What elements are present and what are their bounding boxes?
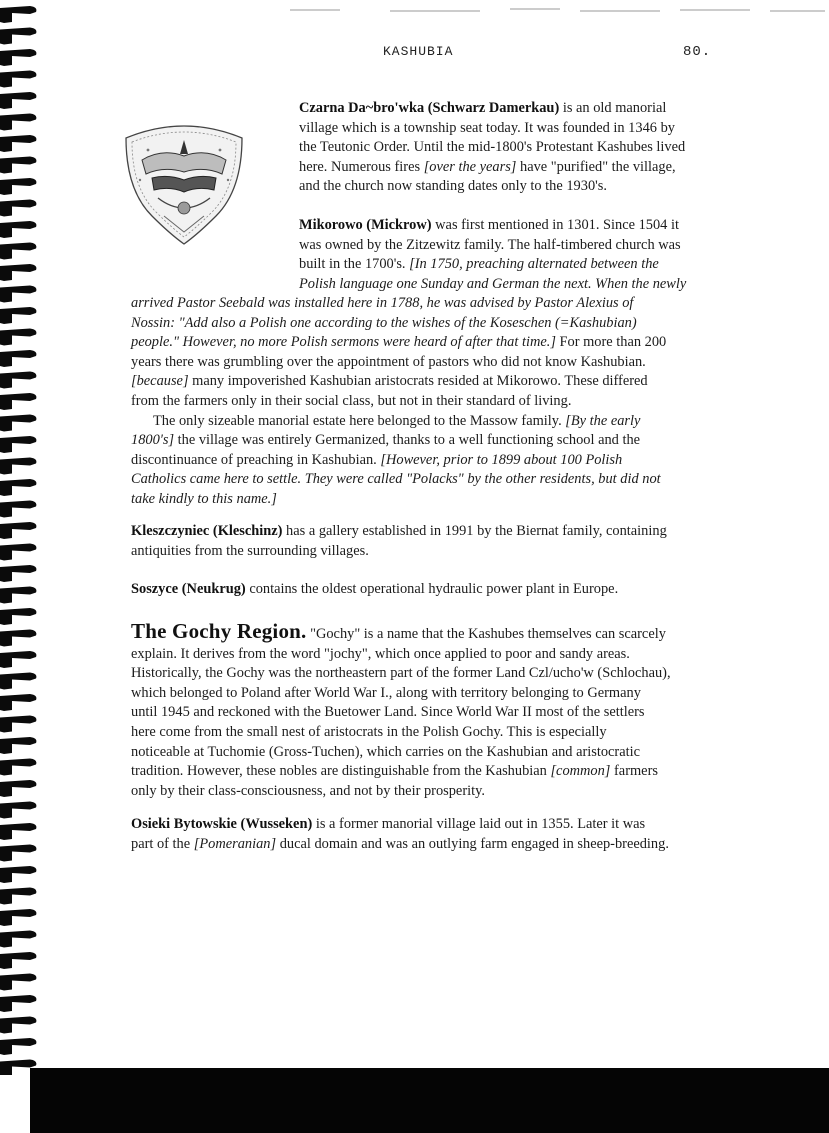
binding-coil [0,716,36,733]
binding-coil [0,28,36,45]
place-name-czarna: Czarna Da~bro'wka (Schwarz Damerkau) [299,100,560,116]
binding-coil [0,565,36,582]
place-name-mikorowo: Mikorowo (Mickrow) [299,217,432,233]
binding-coil [0,436,36,453]
binding-coil [0,1017,36,1034]
binding-coil [0,350,36,367]
binding-coil [0,372,36,389]
paragraph-soszyce: Soszyce (Neukrug) contains the oldest operational hydraulic power plant in Europe. [131,581,619,597]
scan-noise [280,6,825,14]
binding-coil [0,737,36,754]
binding-coil [0,178,36,195]
binding-coil [0,458,36,475]
binding-coil [0,200,36,217]
binding-coil [0,329,36,346]
binding-coil [0,995,36,1012]
binding-coil [0,952,36,969]
binding-coil [0,888,36,905]
binding-coil [0,931,36,948]
binding-coil [0,264,36,281]
binding-coil [0,243,36,260]
binding-coil [0,307,36,324]
binding-coil [0,802,36,819]
spiral-binding [0,0,44,1075]
heraldic-shield-crest-icon [118,120,250,246]
paragraph-mikorowo-continued: arrived Pastor Seebald was installed here in 1788, he was advised by Pastor Alexius of Nossin: "Add also a Polish one according to the wishes of the Koseschen (=Kashubian) people." However, no more Polish sermons were heard of after that time.] For more than 200 years there was grumbling over the appointment of pastors who did not know Kashubian. [because] many impoverished Kashubian aristocrats resided at Mikorowo. These differed from the farmers only in their social class, but not in their standard of living. The only sizeable manorial estate here belonged to the Massow family. [By the early 1800's] the village was entirely Germanized, thanks to a well functioning school and the discontinuance of preaching in Kashubian. [However, prior to 1899 about 100 Polish Catholics came here to settle. They were called "Polacks" by the other residents, but did not take kindly to this name.] [131,295,667,507]
binding-coil [0,501,36,518]
paragraph-mikorowo: Mikorowo (Mickrow) was first mentioned in 1301. Since 1504 it was owned by the Zitzewitz family. The half-timbered church was built in the 1700's. [In 1750, preaching alternated between the Polish language one Sunday and German the next. When the newly [299,217,687,292]
binding-coil [0,780,36,797]
binding-coil [0,651,36,668]
binding-coil [0,608,36,625]
binding-coil [0,1038,36,1055]
binding-coil [0,221,36,238]
scan-bottom-edge [30,1068,829,1133]
binding-coil [0,673,36,690]
place-name-kleszczyniec: Kleszczyniec (Kleschinz) [131,523,283,539]
binding-coil [0,974,36,991]
paragraph-osieki-bytowskie: Osieki Bytowskie (Wusseken) is a former manorial village laid out in 1355. Later it was part of the [Pomeranian] ducal domain and was an outlying farm engaged in sheep-breeding. [131,816,669,852]
binding-coil [0,759,36,776]
page-header-title: KASHUBIA [383,44,454,59]
binding-coil [0,393,36,410]
paragraph-kleszczyniec: Kleszczyniec (Kleschinz) has a gallery established in 1991 by the Biernat family, containing antiquities from the surrounding villages. [131,523,667,559]
binding-coil [0,909,36,926]
binding-coil [0,522,36,539]
place-name-soszyce: Soszyce (Neukrug) [131,581,246,597]
binding-coil [0,544,36,561]
binding-coil [0,587,36,604]
binding-coil [0,71,36,88]
binding-coil [0,157,36,174]
binding-coil [0,866,36,883]
binding-coil [0,823,36,840]
binding-coil [0,415,36,432]
paragraph-gochy-region: The Gochy Region. "Gochy" is a name that the Kashubes themselves can scarcely explain. It derives from the word "jochy", which once applied to poor and sandy areas. Historically, the Gochy was the northeastern part of the former Land Czl/ucho'w (Schlochau), which belonged to Poland after World War I., along with territory belonging to Germany until 1945 and reckoned with the Buetower Land. Since World War II most of the settlers here come from the small nest of aristocrats in the Polish Gochy. This is especially noticeable at Tuchomie (Gross-Tuchen), which carries on the Kashubian and aristocratic tradition. However, these nobles are distinguishable from the Kashubian [common] farmers only by their class-consciousness, and not by their prosperity. [131,619,671,799]
binding-coil [0,694,36,711]
binding-coil [0,6,36,23]
binding-coil [0,49,36,66]
binding-coil [0,845,36,862]
binding-coil [0,286,36,303]
binding-coil [0,92,36,109]
place-name-osieki: Osieki Bytowskie (Wusseken) [131,816,313,832]
paragraph-czarna-dabrowka: Czarna Da~bro'wka (Schwarz Damerkau) is an old manorial village which is a township seat today. It was founded in 1346 by the Teutonic Order. Until the mid-1800's Protestant Kashubes lived here. Numerous fires [over the years] have "purified" the village, and the church now standing dates only to the 1930's. [299,100,686,195]
binding-coil [0,630,36,647]
section-heading-gochy: The Gochy Region. [131,619,307,643]
binding-coil [0,479,36,496]
binding-coil [0,114,36,131]
binding-coil [0,135,36,152]
page-number: 80. [683,44,712,60]
